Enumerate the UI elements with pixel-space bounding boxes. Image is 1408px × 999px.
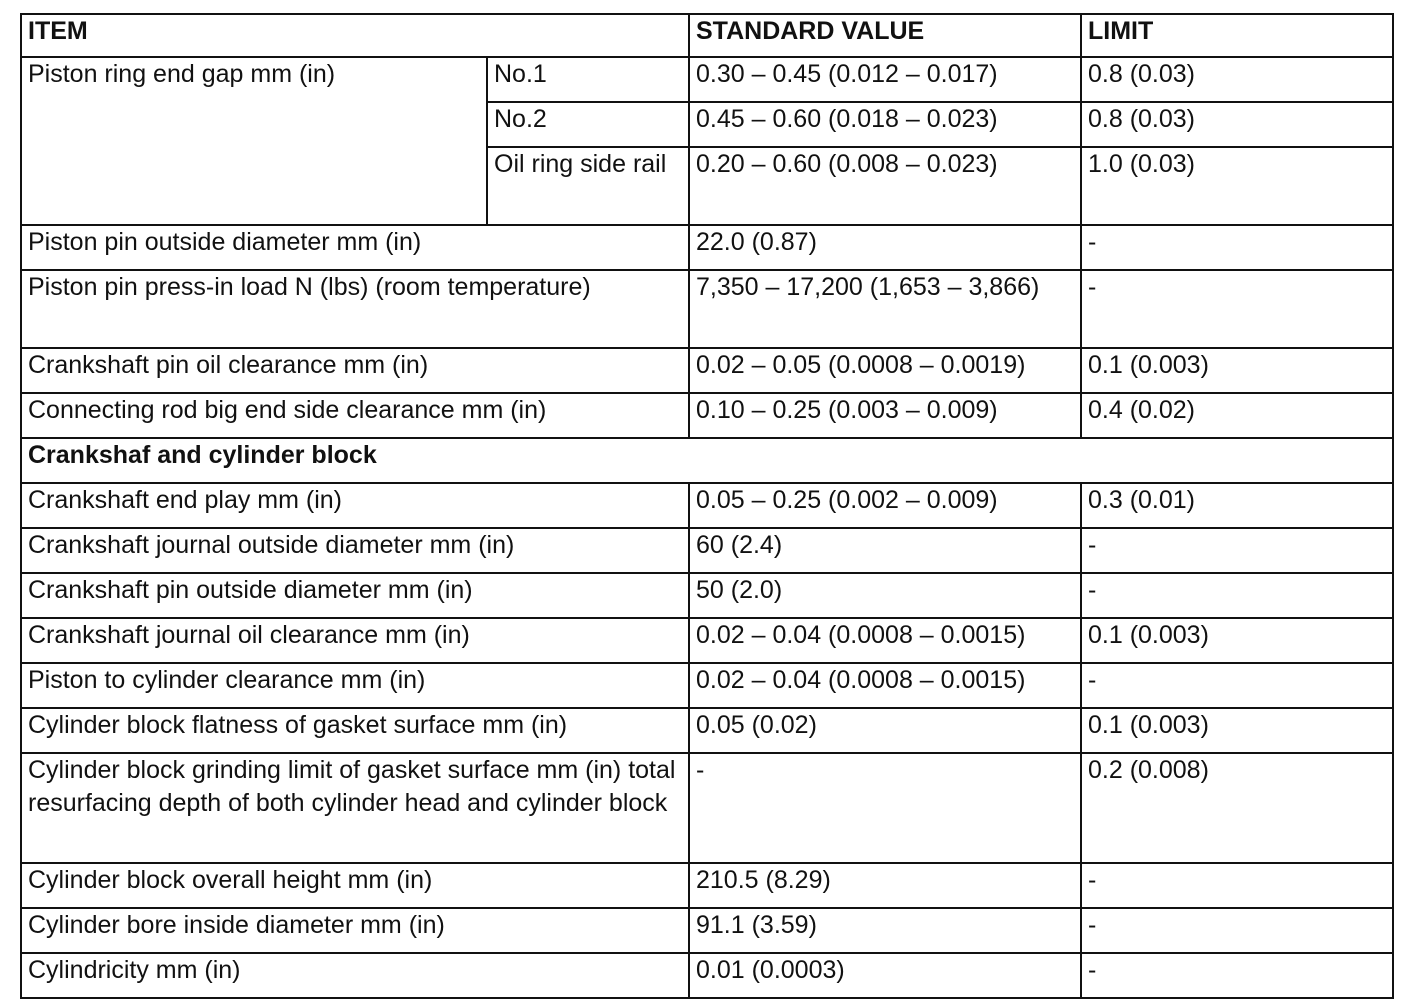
header-standard-value: STANDARD VALUE	[689, 14, 1081, 57]
limit-cell: -	[1081, 863, 1393, 908]
limit-cell: 0.1 (0.003)	[1081, 708, 1393, 753]
table-row	[21, 573, 1393, 618]
limit-cell: 0.8 (0.03)	[1081, 57, 1393, 102]
item-cell: Crankshaft journal outside diameter mm (in)	[21, 528, 689, 573]
limit-cell: 0.1 (0.003)	[1081, 618, 1393, 663]
standard-value-cell: 22.0 (0.87)	[689, 225, 1081, 270]
item-cell: Connecting rod big end side clearance mm (in)	[21, 393, 689, 438]
item-cell: Crankshaft journal oil clearance mm (in)	[21, 618, 689, 663]
specification-table	[20, 13, 1394, 999]
limit-cell: -	[1081, 573, 1393, 618]
table-row	[21, 908, 1393, 953]
limit-cell: 0.8 (0.03)	[1081, 102, 1393, 147]
sub-item: No.1	[487, 57, 689, 102]
standard-value-cell: 0.02 – 0.04 (0.0008 – 0.0015)	[689, 663, 1081, 708]
limit-cell: -	[1081, 528, 1393, 573]
standard-value-cell: 0.05 (0.02)	[689, 708, 1081, 753]
item-cell: Crankshaft end play mm (in)	[21, 483, 689, 528]
limit-cell: -	[1081, 663, 1393, 708]
item-cell: Piston pin press-in load N (lbs) (room temperature)	[21, 270, 689, 348]
limit-cell: -	[1081, 953, 1393, 998]
item-cell: Cylinder block overall height mm (in)	[21, 863, 689, 908]
standard-value-cell: 50 (2.0)	[689, 573, 1081, 618]
limit-cell: -	[1081, 908, 1393, 953]
standard-value-cell: 60 (2.4)	[689, 528, 1081, 573]
standard-value-cell: 91.1 (3.59)	[689, 908, 1081, 953]
limit-cell: 0.2 (0.008)	[1081, 753, 1393, 863]
item-cell: Cylinder block flatness of gasket surface mm (in)	[21, 708, 689, 753]
section-row	[21, 438, 1393, 483]
table-row	[21, 393, 1393, 438]
table-row	[21, 663, 1393, 708]
limit-cell: -	[1081, 225, 1393, 270]
table-row	[21, 953, 1393, 998]
table-row	[21, 528, 1393, 573]
header-limit: LIMIT	[1081, 14, 1393, 57]
piston-ring-end-gap-label: Piston ring end gap mm (in)	[21, 57, 487, 225]
standard-value-cell: 0.05 – 0.25 (0.002 – 0.009)	[689, 483, 1081, 528]
standard-value-cell: 7,350 – 17,200 (1,653 – 3,866)	[689, 270, 1081, 348]
item-cell: Cylinder block grinding limit of gasket surface mm (in) total resurfacing depth of both cylinder head and cylinder block	[21, 753, 689, 863]
standard-value-cell: 0.02 – 0.04 (0.0008 – 0.0015)	[689, 618, 1081, 663]
item-cell: Crankshaft pin outside diameter mm (in)	[21, 573, 689, 618]
item-cell: Piston to cylinder clearance mm (in)	[21, 663, 689, 708]
standard-value-cell: 0.45 – 0.60 (0.018 – 0.023)	[689, 102, 1081, 147]
table-row	[21, 708, 1393, 753]
table-row	[21, 225, 1393, 270]
header-row	[21, 14, 1393, 57]
standard-value-cell: 0.30 – 0.45 (0.012 – 0.017)	[689, 57, 1081, 102]
table-row	[21, 863, 1393, 908]
sub-item: No.2	[487, 102, 689, 147]
limit-cell: 0.1 (0.003)	[1081, 348, 1393, 393]
limit-cell: 1.0 (0.03)	[1081, 147, 1393, 225]
standard-value-cell: -	[689, 753, 1081, 863]
standard-value-cell: 0.10 – 0.25 (0.003 – 0.009)	[689, 393, 1081, 438]
standard-value-cell: 0.02 – 0.05 (0.0008 – 0.0019)	[689, 348, 1081, 393]
standard-value-cell: 0.20 – 0.60 (0.008 – 0.023)	[689, 147, 1081, 225]
table-row	[21, 348, 1393, 393]
item-cell: Piston pin outside diameter mm (in)	[21, 225, 689, 270]
table-row	[21, 57, 1393, 102]
standard-value-cell: 210.5 (8.29)	[689, 863, 1081, 908]
item-cell: Cylinder bore inside diameter mm (in)	[21, 908, 689, 953]
item-cell: Cylindricity mm (in)	[21, 953, 689, 998]
item-cell: Crankshaft pin oil clearance mm (in)	[21, 348, 689, 393]
section-title: Crankshaf and cylinder block	[21, 438, 1393, 483]
limit-cell: 0.4 (0.02)	[1081, 393, 1393, 438]
limit-cell: 0.3 (0.01)	[1081, 483, 1393, 528]
table-row	[21, 753, 1393, 863]
table-row	[21, 618, 1393, 663]
table-row	[21, 270, 1393, 348]
sub-item: Oil ring side rail	[487, 147, 689, 225]
header-item: ITEM	[21, 14, 689, 57]
table-row	[21, 483, 1393, 528]
standard-value-cell: 0.01 (0.0003)	[689, 953, 1081, 998]
limit-cell: -	[1081, 270, 1393, 348]
